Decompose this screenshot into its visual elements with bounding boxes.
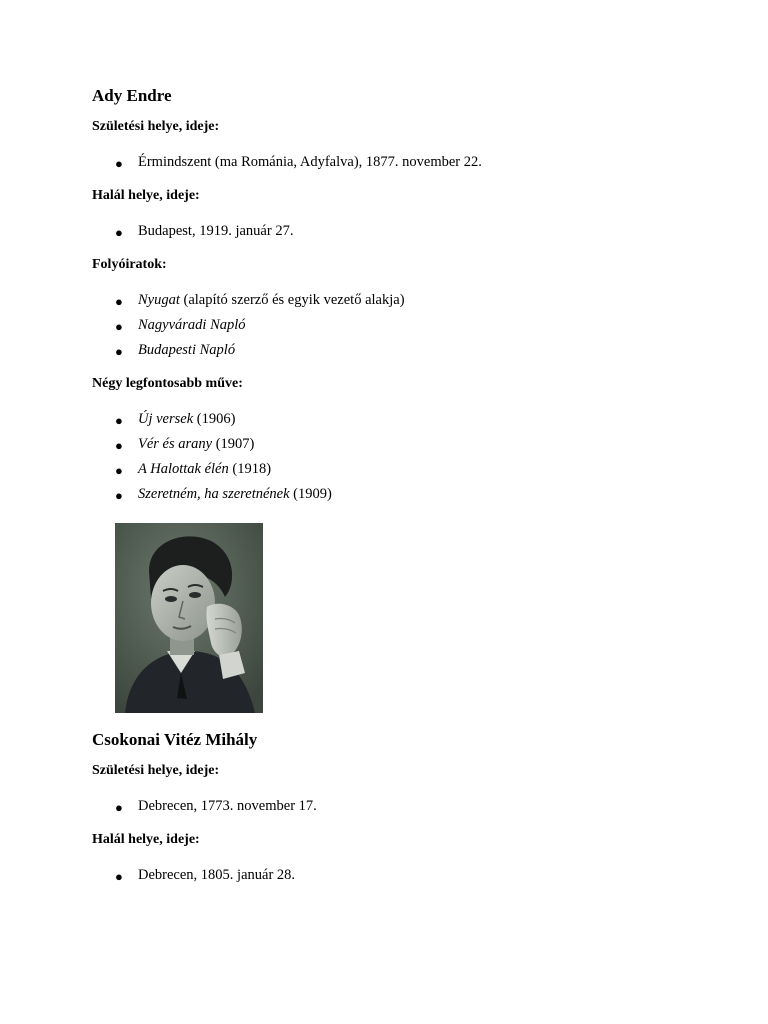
list-item (92, 432, 712, 457)
bullet-icon: ● (115, 488, 123, 503)
birth-list (92, 150, 712, 175)
person-name: Ady Endre (92, 86, 172, 105)
work-year: (1909) (289, 486, 332, 502)
bullet-icon: ● (115, 800, 123, 815)
journal-title: Nyugat (138, 292, 180, 308)
work-title: Vér és arany (138, 436, 213, 452)
birth-label: Születési helye, ideje: (92, 763, 220, 778)
portrait-photo (115, 523, 263, 713)
work-title: Új versek (138, 411, 194, 427)
birth-list (92, 794, 712, 819)
person-name: Csokonai Vitéz Mihály (92, 730, 258, 749)
bullet-icon: ● (115, 463, 123, 478)
birth-value: Érmindszent (ma Románia, Adyfalva), 1877. november 22. (138, 154, 482, 170)
list-item (92, 482, 712, 507)
list-item (92, 313, 712, 338)
bullet-icon: ● (115, 438, 123, 453)
journals-label: Folyóiratok: (92, 257, 167, 272)
birth-value: Debrecen, 1773. november 17. (138, 798, 317, 814)
birth-label: Születési helye, ideje: (92, 119, 220, 134)
death-list (92, 219, 712, 244)
list-item (92, 863, 712, 888)
list-item (92, 150, 712, 175)
document-page (92, 85, 712, 888)
works-list (92, 407, 712, 507)
works-label: Négy legfontosabb műve: (92, 376, 243, 391)
work-year: (1906) (193, 411, 236, 427)
death-value: Budapest, 1919. január 27. (138, 223, 294, 239)
bullet-icon: ● (115, 344, 123, 359)
death-label: Halál helye, ideje: (92, 832, 200, 847)
journal-note: (alapító szerző és egyik vezető alakja) (179, 292, 405, 308)
list-item (92, 457, 712, 482)
list-item (92, 794, 712, 819)
list-item (92, 407, 712, 432)
journals-list (92, 288, 712, 363)
bullet-icon: ● (115, 413, 123, 428)
list-item (92, 288, 712, 313)
bullet-icon: ● (115, 156, 123, 171)
list-item (92, 219, 712, 244)
list-item (92, 338, 712, 363)
bullet-icon: ● (115, 294, 123, 309)
bullet-icon: ● (115, 869, 123, 884)
work-year: (1907) (212, 436, 255, 452)
death-label: Halál helye, ideje: (92, 188, 200, 203)
bullet-icon: ● (115, 319, 123, 334)
journal-title: Nagyváradi Napló (138, 317, 246, 333)
work-title: A Halottak élén (138, 461, 229, 477)
work-title: Szeretném, ha szeretnének (138, 486, 290, 502)
death-list (92, 863, 712, 888)
work-year: (1918) (228, 461, 272, 477)
death-value: Debrecen, 1805. január 28. (138, 867, 296, 883)
bullet-icon: ● (115, 225, 123, 240)
journal-title: Budapesti Napló (138, 342, 236, 358)
